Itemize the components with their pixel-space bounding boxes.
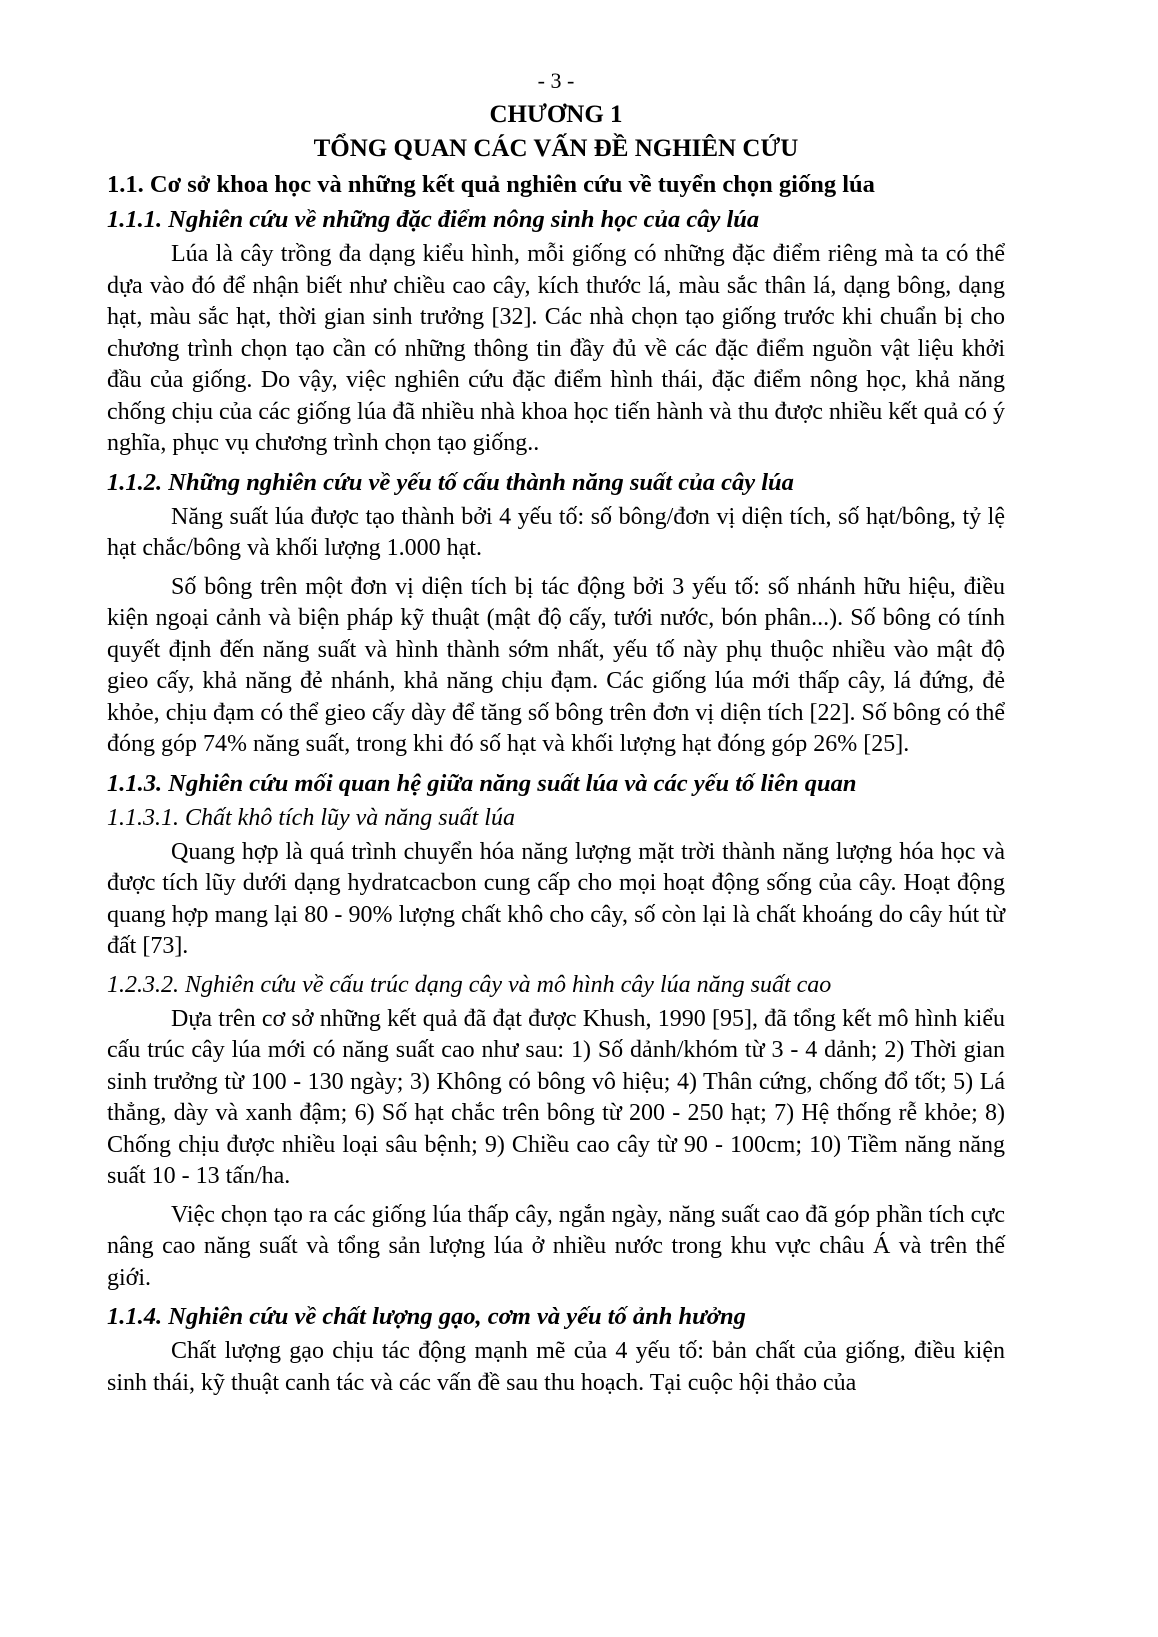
paragraph: Năng suất lúa được tạo thành bởi 4 yếu tố: số bông/đơn vị diện tích, số hạt/bông, tỷ lệ hạt chắc/bông và khối lượng 1.000 hạt. <box>107 503 1005 561</box>
document-page <box>107 66 1005 1406</box>
section-heading-1-1-1: 1.1.1. Nghiên cứu về những đặc điểm nông sinh học của cây lúa <box>107 206 760 233</box>
paragraph: Số bông trên một đơn vị diện tích bị tác động bởi 3 yếu tố: số nhánh hữu hiệu, điều kiện ngoại cảnh và biện pháp kỹ thuật (mật độ cấy, tưới nước, bón phân...). Số bông có tính quyết định đến năng suất và hình thành sớm nhất, yếu tố này phụ thuộc nhiều vào mật độ gieo cấy, khả năng đẻ nhánh, khả năng chịu đạm. Các giống lúa mới thấp cây, lá đứng, đẻ khỏe, chịu đạm có thể gieo cấy dày để tăng số bông trên đơn vị diện tích [22]. Số bông có thể đóng góp 74% năng suất, trong khi đó số hạt và khối lượng hạt đóng góp 26% [25]. <box>107 573 1005 757</box>
chapter-title: CHƯƠNG 1 <box>489 101 623 128</box>
section-heading-1-1: 1.1. Cơ sở khoa học và những kết quả nghiên cứu về tuyển chọn giống lúa <box>107 171 875 198</box>
section-heading-1-1-4: 1.1.4. Nghiên cứu về chất lượng gạo, cơm và yếu tố ảnh hưởng <box>107 1303 746 1330</box>
section-heading-1-1-2: 1.1.2. Những nghiên cứu về yếu tố cấu thành năng suất của cây lúa <box>107 468 794 496</box>
subsection-heading-1-1-3-1: 1.1.3.1. Chất khô tích lũy và năng suất lúa <box>107 804 515 831</box>
page-number: - 3 - <box>537 68 575 93</box>
subsection-heading-1-2-3-2: 1.2.3.2. Nghiên cứu về cấu trúc dạng cây và mô hình cây lúa năng suất cao <box>107 971 832 998</box>
chapter-subtitle: TỔNG QUAN CÁC VẤN ĐỀ NGHIÊN CỨU <box>313 135 799 162</box>
paragraph: Chất lượng gạo chịu tác động mạnh mẽ của 4 yếu tố: bản chất của giống, điều kiện sinh thái, kỹ thuật canh tác và các vấn đề sau thu hoạch. Tại cuộc hội thảo của <box>107 1338 1005 1396</box>
paragraph: Quang hợp là quá trình chuyển hóa năng lượng mặt trời thành năng lượng hóa học và được tích lũy dưới dạng hydratcacbon cung cấp cho mọi hoạt động sống của cây. Hoạt động quang hợp mang lại 80 - 90% lượng chất khô cho cây, số còn lại là chất khoáng do cây hút từ đất [73]. <box>107 838 1005 959</box>
paragraph: Việc chọn tạo ra các giống lúa thấp cây, ngắn ngày, năng suất cao đã góp phần tích cực nâng cao năng suất và tổng sản lượng lúa ở nhiều nước trong khu vực châu Á và trên thế giới. <box>107 1201 1005 1291</box>
paragraph: Dựa trên cơ sở những kết quả đã đạt được Khush, 1990 [95], đã tổng kết mô hình kiểu cấu trúc cây lúa mới có năng suất cao như sau: 1) Số dảnh/khóm từ 3 - 4 dảnh; 2) Thời gian sinh trưởng từ 100 - 130 ngày; 3) Không có bông vô hiệu; 4) Thân cứng, chống đổ tốt; 5) Lá thẳng, dày và xanh đậm; 6) Số hạt chắc trên bông từ 200 - 250 hạt; 7) Hệ thống rễ khỏe; 8) Chống chịu được nhiều loại sâu bệnh; 9) Chiều cao cây từ 90 - 100cm; 10) Tiềm năng năng suất 10 - 13 tấn/ha. <box>107 1005 1005 1189</box>
section-heading-1-1-3: 1.1.3. Nghiên cứu mối quan hệ giữa năng suất lúa và các yếu tố liên quan <box>107 769 857 797</box>
paragraph: Lúa là cây trồng đa dạng kiểu hình, mỗi giống có những đặc điểm riêng mà ta có thể dựa vào đó để nhận biết như chiều cao cây, kích thước lá, màu sắc thân lá, dạng bông, dạng hạt, màu sắc hạt, thời gian sinh trưởng [32]. Các nhà chọn tạo giống trước khi chuẩn bị cho chương trình chọn tạo cần có những thông tin đầy đủ về các đặc điểm nguồn vật liệu khởi đầu của giống. Do vậy, việc nghiên cứu đặc điểm hình thái, đặc điểm nông học, khả năng chống chịu của các giống lúa đã nhiều nhà khoa học tiến hành và thu được nhiều kết quả có ý nghĩa, phục vụ chương trình chọn tạo giống.. <box>107 241 1005 456</box>
